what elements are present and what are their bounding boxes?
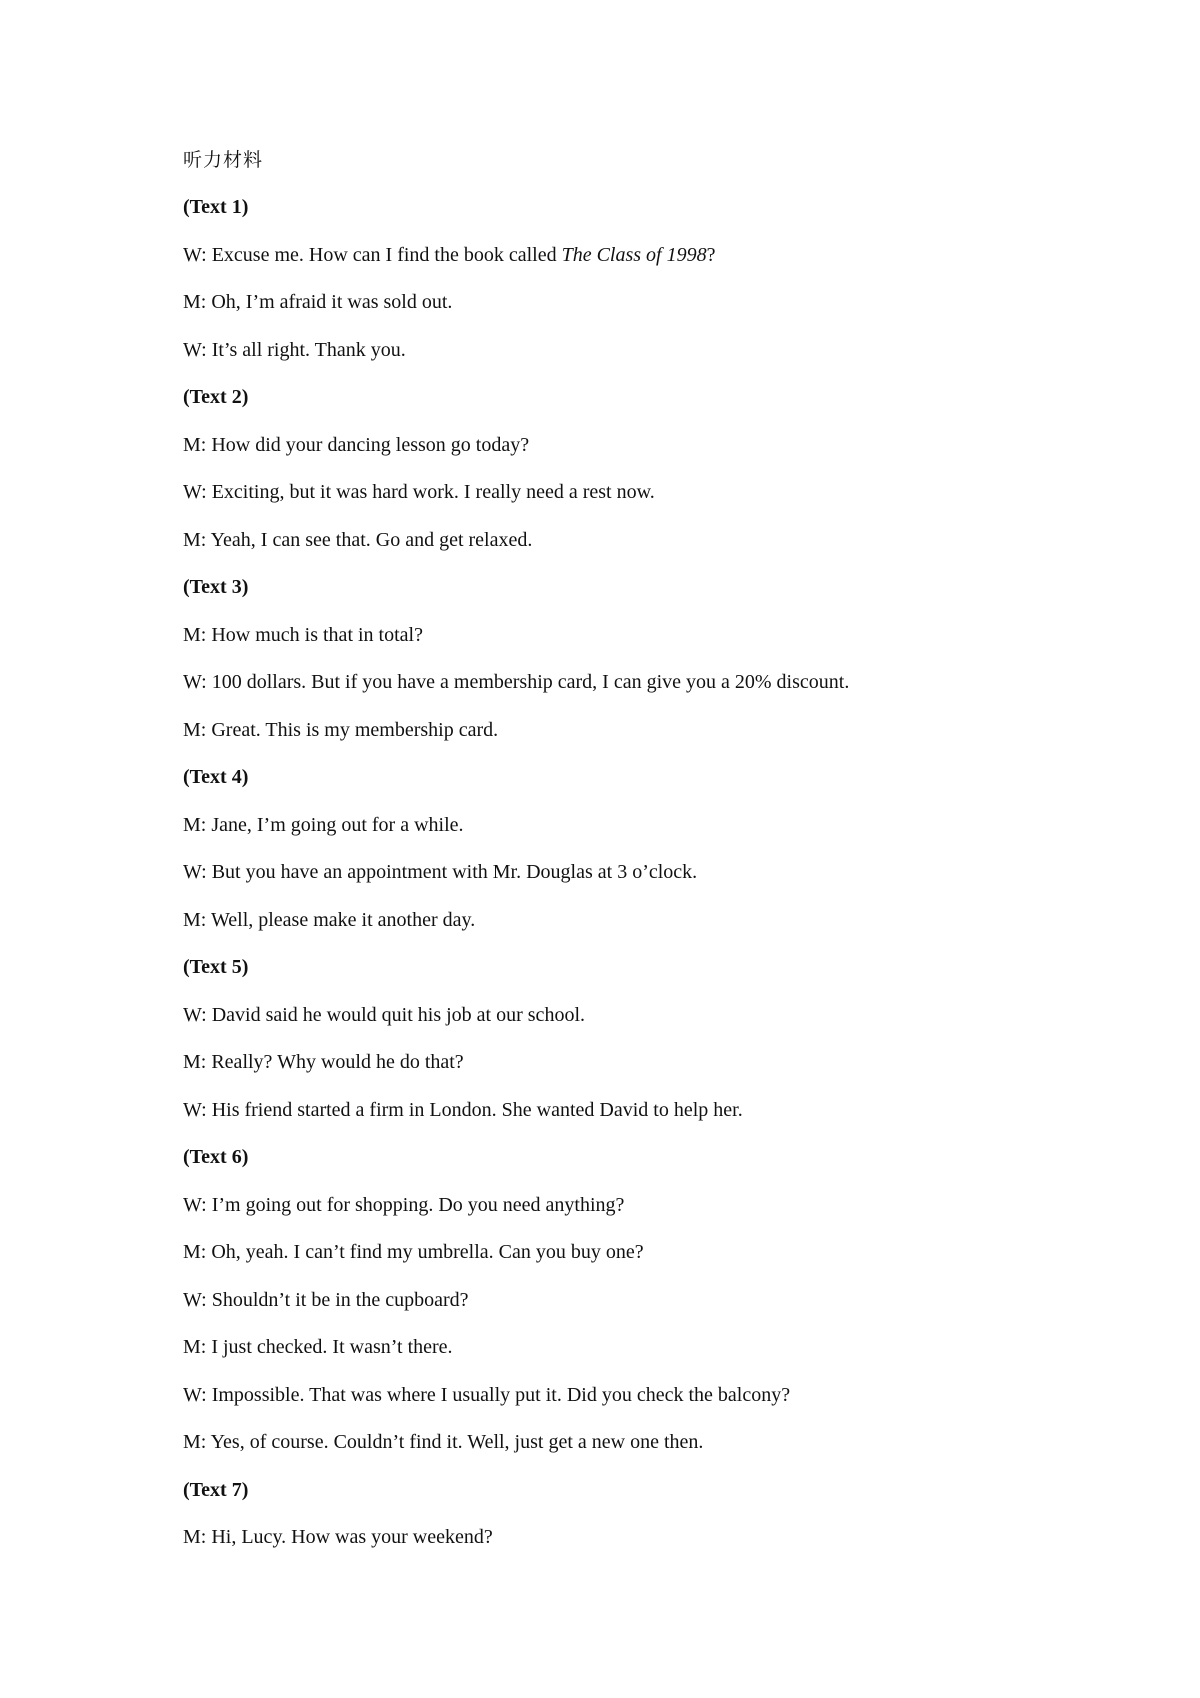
speaker-label: M: xyxy=(183,433,207,456)
transcript-sections xyxy=(183,195,1083,1549)
speaker-label: M: xyxy=(183,908,207,931)
speaker-label: M: xyxy=(183,291,207,313)
book-title-italic: The Class of 1998 xyxy=(561,243,707,266)
section-heading: (Text 4) xyxy=(183,766,249,788)
dialogue-line xyxy=(183,1050,1083,1074)
dialogue-line xyxy=(183,623,1083,647)
dialogue-line xyxy=(183,480,1083,504)
section-heading: (Text 7) xyxy=(183,1478,249,1501)
speaker-label: M: xyxy=(183,1526,207,1548)
dialogue-text: Impossible. That was where I usually put it. Did you check the balcony? xyxy=(211,1383,791,1406)
dialogue-text: Exciting, but it was hard work. I really need a rest now. xyxy=(211,481,655,503)
dialogue-line xyxy=(183,338,1083,362)
dialogue-line xyxy=(183,670,1083,694)
section-heading: (Text 3) xyxy=(183,576,249,598)
dialogue-line xyxy=(183,1335,1083,1359)
speaker-label: W: xyxy=(183,1383,207,1406)
dialogue-text: I’m going out for shopping. Do you need anything? xyxy=(211,1193,625,1216)
speaker-label: W: xyxy=(183,1193,207,1216)
speaker-label: W: xyxy=(183,243,207,266)
dialogue-text: ? xyxy=(706,243,716,266)
dialogue-text: David said he would quit his job at our school. xyxy=(211,1003,585,1026)
speaker-label: W: xyxy=(183,1003,207,1026)
speaker-label: W: xyxy=(183,481,207,503)
speaker-label: M: xyxy=(183,813,207,836)
section-heading: (Text 5) xyxy=(183,956,249,978)
dialogue-text: Yes, of course. Couldn’t find it. Well, just get a new one then. xyxy=(210,1431,704,1453)
dialogue-text: It’s all right. Thank you. xyxy=(211,338,406,361)
dialogue-text: Excuse me. How can I find the book called xyxy=(211,243,562,266)
dialogue-line xyxy=(183,243,1083,267)
dialogue-text: Jane, I’m going out for a while. xyxy=(211,813,464,836)
dialogue-line xyxy=(183,1193,1083,1217)
dialogue-text: Shouldn’t it be in the cupboard? xyxy=(211,1288,469,1311)
dialogue-text: Yeah, I can see that. Go and get relaxed. xyxy=(210,528,533,551)
speaker-label: M: xyxy=(183,1431,207,1453)
dialogue-line xyxy=(183,813,1083,837)
speaker-label: W: xyxy=(183,1288,207,1311)
dialogue-text: 100 dollars. But if you have a membership card, I can give you a 20% discount. xyxy=(211,671,850,693)
dialogue-line xyxy=(183,1003,1083,1027)
dialogue-text: Really? Why would he do that? xyxy=(211,1051,464,1073)
dialogue-line xyxy=(183,1383,1083,1407)
dialogue-line xyxy=(183,1525,1083,1549)
dialogue-text: How did your dancing lesson go today? xyxy=(211,433,530,456)
dialogue-line xyxy=(183,860,1083,884)
dialogue-line xyxy=(183,528,1083,552)
speaker-label: W: xyxy=(183,671,207,693)
dialogue-line xyxy=(183,1098,1083,1122)
dialogue-line xyxy=(183,290,1083,314)
dialogue-text: I just checked. It wasn’t there. xyxy=(211,1336,453,1358)
dialogue-line xyxy=(183,1430,1083,1454)
dialogue-line xyxy=(183,718,1083,742)
dialogue-text: Well, please make it another day. xyxy=(210,908,476,931)
dialogue-text: Oh, I’m afraid it was sold out. xyxy=(211,291,453,313)
speaker-label: M: xyxy=(183,1051,207,1073)
dialogue-line xyxy=(183,908,1083,932)
section-heading: (Text 6) xyxy=(183,1146,249,1168)
dialogue-line xyxy=(183,433,1083,457)
document-title: 听力材料 xyxy=(183,149,264,171)
dialogue-text: His friend started a firm in London. She wanted David to help her. xyxy=(211,1098,743,1121)
dialogue-text: Great. This is my membership card. xyxy=(211,718,499,741)
dialogue-text: How much is that in total? xyxy=(211,623,423,646)
dialogue-text: Oh, yeah. I can’t find my umbrella. Can you buy one? xyxy=(211,1241,644,1263)
speaker-label: W: xyxy=(183,338,207,361)
dialogue-text: But you have an appointment with Mr. Douglas at 3 o’clock. xyxy=(211,861,698,883)
speaker-label: M: xyxy=(183,718,207,741)
dialogue-line xyxy=(183,1240,1083,1264)
section-heading: (Text 2) xyxy=(183,386,249,408)
dialogue-line xyxy=(183,1288,1083,1312)
speaker-label: M: xyxy=(183,623,207,646)
speaker-label: M: xyxy=(183,528,207,551)
dialogue-text: Hi, Lucy. How was your weekend? xyxy=(211,1526,493,1548)
section-heading: (Text 1) xyxy=(183,196,249,218)
speaker-label: W: xyxy=(183,861,207,883)
speaker-label: W: xyxy=(183,1098,207,1121)
listening-transcript-page xyxy=(183,148,1083,1573)
speaker-label: M: xyxy=(183,1241,207,1263)
speaker-label: M: xyxy=(183,1336,207,1358)
